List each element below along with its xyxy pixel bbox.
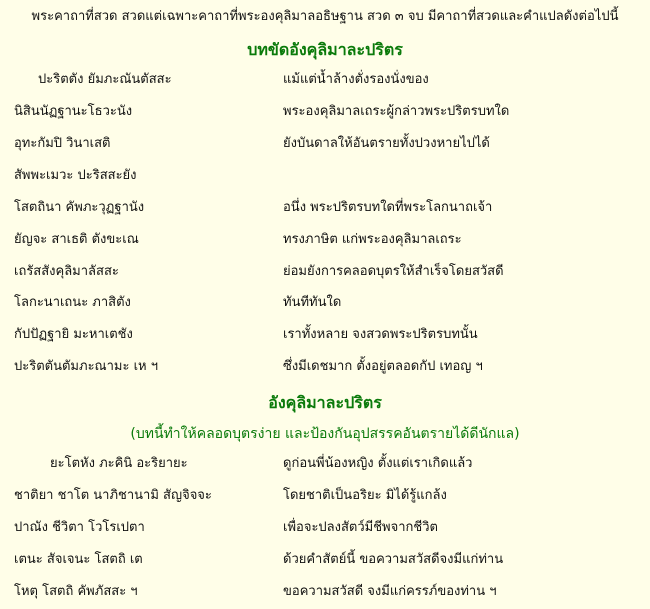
- pali-verse: อุทะกัมปิ วินาเสติ: [14, 136, 111, 151]
- thai-translation: ด้วยคำสัตย์นี้ ขอความสวัสดีจงมีแก่ท่าน: [283, 552, 504, 567]
- pali-verse: กัปปัฏฐายิ มะหาเตชัง: [14, 327, 133, 342]
- verse-row: [0, 486, 650, 506]
- thai-translation: ดูก่อนพี่น้องหญิง ตั้งแต่เราเกิดแล้ว: [283, 456, 473, 471]
- pali-verse: ชาติยา ชาโต นาภิชานามิ สัญจิจจะ: [14, 488, 212, 503]
- thai-translation: ย่อมยังการคลอดบุตรให้สำเร็จโดยสวัสดี: [283, 264, 504, 279]
- thai-translation: แม้แต่น้ำล้างตั่งรองนั่งของ: [283, 72, 429, 87]
- verse-row: [0, 325, 650, 345]
- verse-row: [0, 454, 650, 474]
- verse-row: [0, 550, 650, 570]
- pali-verse: ปะริตตัง ยัมภะณันตัสสะ: [38, 72, 172, 87]
- pali-verse: โหตุ โสตถิ คัพภัสสะ ฯ: [14, 584, 138, 599]
- verse-row: [0, 198, 650, 218]
- verse-row: [0, 166, 650, 186]
- thai-translation: ขอความสวัสดี จงมีแก่ครรภ์ของท่าน ฯ: [283, 584, 497, 599]
- pali-verse: ปาณัง ชีวิตา โวโรเปตา: [14, 520, 145, 535]
- verse-row: [0, 230, 650, 250]
- verse-row: [0, 293, 650, 313]
- verse-row: [0, 518, 650, 538]
- pali-verse: โสตถินา คัพภะวุฏฐานัง: [14, 200, 145, 215]
- thai-translation: ทันทีทันใด: [283, 295, 342, 310]
- verse-row: [0, 134, 650, 154]
- thai-translation: ทรงภาษิต แก่พระองคุลิมาลเถระ: [283, 232, 462, 247]
- verse-row: [0, 582, 650, 602]
- pali-verse: ปะริตตันตัมภะณามะ เห ฯ: [14, 359, 159, 374]
- intro-text: พระคาถาที่สวด สวดแต่เฉพาะคาถาที่พระองคุลิมาลอธิษฐาน สวด ๓ จบ มีคาถาที่สวดและคำแปลดังต่อไปนี้: [31, 9, 619, 24]
- verse-row: [0, 70, 650, 90]
- thai-translation: เราทั้งหลาย จงสวดพระปริตรบทนั้น: [283, 327, 478, 342]
- pali-verse: โลกะนาเถนะ ภาสิตัง: [14, 295, 131, 310]
- pali-verse: สัพพะเมวะ ปะริสสะยัง: [14, 168, 137, 183]
- thai-translation: ยังบันดาลให้อันตรายทั้งปวงหายไปได้: [283, 136, 490, 151]
- thai-translation: ซึ่งมีเดชมาก ตั้งอยู่ตลอดกัป เทอญ ฯ: [283, 359, 483, 374]
- section2-subtitle: (บทนี้ทำให้คลอดบุตรง่าย และป้องกันอุปสรรคอันตรายได้ดีนักแล): [130, 426, 520, 442]
- section2-title: อังคุลิมาละปริตร: [268, 393, 382, 412]
- pali-verse: เถรัสสังคุลิมาลัสสะ: [14, 264, 119, 279]
- thai-translation: โดยชาติเป็นอริยะ มิได้รู้แกล้ง: [283, 488, 447, 503]
- verse-row: [0, 102, 650, 122]
- thai-translation: พระองคุลิมาลเถระผู้กล่าวพระปริตรบทใด: [283, 104, 510, 119]
- thai-translation: อนึ่ง พระปริตรบทใดที่พระโลกนาถเจ้า: [283, 200, 493, 215]
- verse-row: [0, 262, 650, 282]
- thai-translation: เพื่อจะปลงสัตว์มีชีพจากชีวิต: [283, 520, 438, 535]
- verse-row: [0, 357, 650, 377]
- pali-verse: เตนะ สัจเจนะ โสตถิ เต: [14, 552, 143, 567]
- pali-verse: ยัญจะ สาเธติ ตังขะเณ: [14, 232, 139, 247]
- pali-verse: ยะโตหัง ภะคินิ อะริยายะ: [50, 456, 188, 471]
- section1-title: บทขัดอังคุลิมาละปริตร: [247, 40, 403, 59]
- pali-verse: นิสินนัฏฐานะโธวะนัง: [14, 104, 133, 119]
